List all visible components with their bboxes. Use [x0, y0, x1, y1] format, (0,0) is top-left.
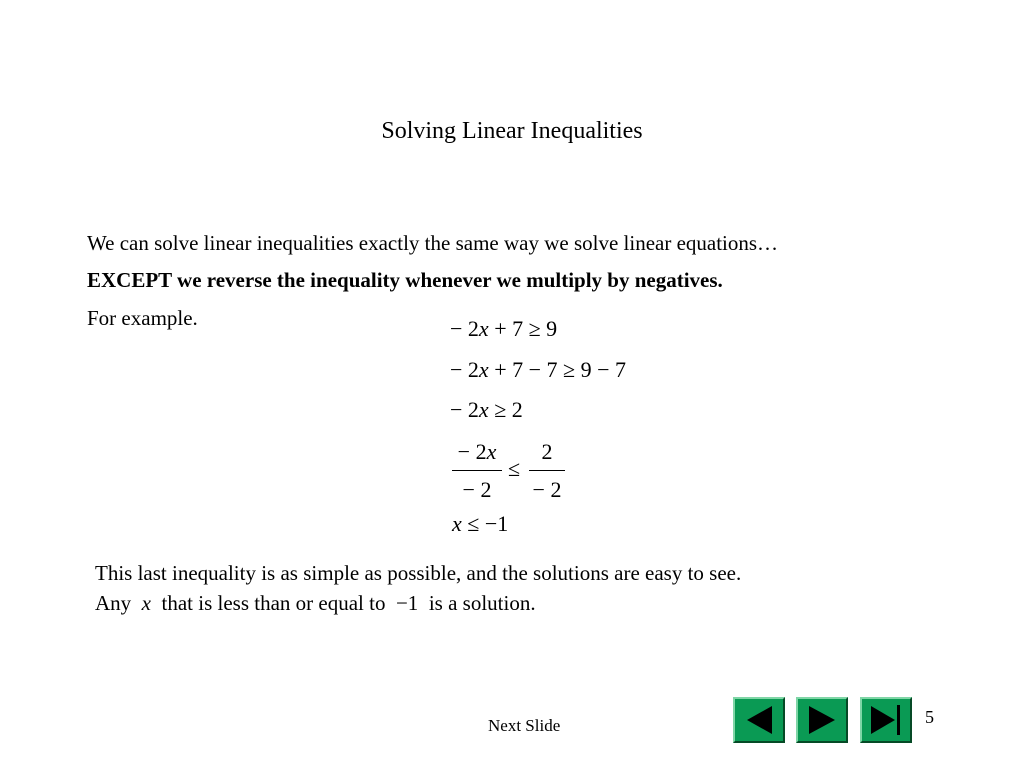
- step-2-equation: − 2x + 7 − 7 ≥ 9 − 7: [450, 357, 626, 382]
- previous-slide-button[interactable]: [733, 697, 785, 743]
- last-slide-button[interactable]: [860, 697, 912, 743]
- triangle-left-icon: [735, 699, 783, 741]
- next-slide-button[interactable]: [796, 697, 848, 743]
- slide-title: Solving Linear Inequalities: [381, 118, 643, 144]
- right-denominator: − 2: [532, 477, 562, 502]
- conclusion-any: Any: [95, 591, 132, 615]
- conclusion-line-1: This last inequality is as simple as possible, and the solutions are easy to see.: [95, 561, 742, 585]
- step-3-equation: − 2x ≥ 2: [450, 397, 523, 422]
- left-denominator: − 2: [462, 477, 492, 502]
- step-4-right-fraction: [529, 439, 565, 503]
- step-1-equation: − 2x + 7 ≥ 9: [450, 316, 558, 341]
- page-number: 5: [925, 707, 934, 727]
- step-4-left-fraction: [452, 439, 502, 503]
- triangle-right-icon: [798, 699, 846, 741]
- conclusion-line-2: [95, 591, 536, 616]
- conclusion-variable: x: [141, 591, 151, 615]
- skip-to-end-icon: [862, 699, 910, 741]
- right-numerator: 2: [541, 439, 553, 464]
- conclusion-mid: that is less than or equal to: [161, 591, 386, 615]
- step-4-operator: ≤: [508, 456, 521, 481]
- next-slide-link[interactable]: Next Slide: [488, 716, 561, 735]
- example-label: For example.: [87, 306, 198, 330]
- conclusion-post: is a solution.: [428, 591, 536, 615]
- intro-line-1: We can solve linear inequalities exactly the same way we solve linear equations…: [87, 231, 779, 255]
- conclusion-value: −1: [395, 591, 419, 615]
- left-numerator: − 2x: [457, 439, 497, 464]
- intro-line-2: EXCEPT we reverse the inequality whenever we multiply by negatives.: [87, 268, 723, 292]
- step-5-equation: x ≤ −1: [452, 511, 509, 536]
